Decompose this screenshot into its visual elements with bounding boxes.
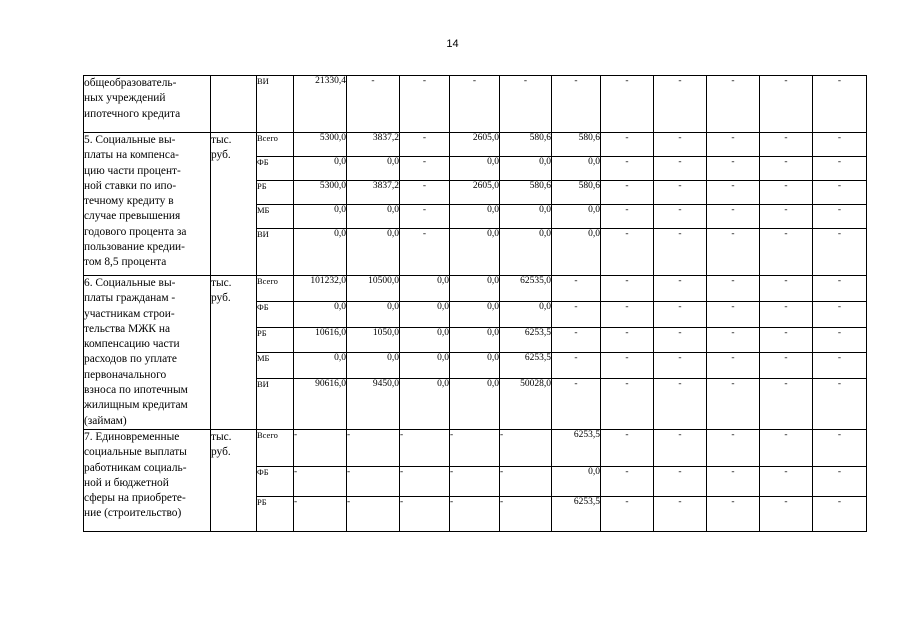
- value-cell: -: [400, 181, 450, 205]
- value-cell: -: [601, 379, 654, 430]
- value-cell: 0,0: [500, 157, 552, 181]
- value-cell: 0,0: [400, 301, 450, 327]
- value-cell: -: [347, 429, 400, 466]
- value-cell: 0,0: [450, 353, 500, 379]
- value-cell: 0,0: [450, 301, 500, 327]
- value-cell: -: [294, 496, 347, 531]
- funding-source: Всего: [257, 133, 294, 157]
- value-cell: 5300,0: [294, 181, 347, 205]
- value-cell: -: [450, 466, 500, 496]
- value-cell: 0,0: [500, 205, 552, 229]
- value-cell: -: [813, 429, 867, 466]
- table-row: [84, 429, 905, 466]
- value-cell: 10500,0: [347, 276, 400, 302]
- value-cell: -: [707, 327, 760, 353]
- value-cell: -: [601, 496, 654, 531]
- value-cell: -: [500, 496, 552, 531]
- unit-cell: тыс. руб.: [211, 429, 257, 531]
- value-cell: -: [601, 133, 654, 157]
- funding-source: ФБ: [257, 157, 294, 181]
- value-cell: -: [813, 229, 867, 276]
- value-cell: -: [707, 379, 760, 430]
- value-cell: 0,0: [347, 301, 400, 327]
- value-cell: -: [552, 379, 601, 430]
- value-cell: -: [400, 76, 450, 133]
- value-cell: 0,0: [450, 157, 500, 181]
- value-cell: -: [760, 76, 813, 133]
- value-cell: -: [760, 496, 813, 531]
- value-cell: -: [552, 276, 601, 302]
- value-cell: -: [400, 205, 450, 229]
- value-cell: -: [294, 429, 347, 466]
- measure-name: общеобразователь- ных учреждений ипотечного кредита: [84, 76, 211, 133]
- funding-source: МБ: [257, 353, 294, 379]
- value-cell: 6253,5: [500, 327, 552, 353]
- value-cell: 0,0: [450, 276, 500, 302]
- value-cell: -: [654, 276, 707, 302]
- value-cell: -: [294, 466, 347, 496]
- value-cell: -: [552, 76, 601, 133]
- funding-source: ФБ: [257, 301, 294, 327]
- value-cell: 0,0: [294, 205, 347, 229]
- value-cell: -: [601, 327, 654, 353]
- value-cell: -: [813, 205, 867, 229]
- value-cell: -: [760, 379, 813, 430]
- measure-name: 6. Социальные вы- платы гражданам - участникам строи- тельства МЖК на компенсацию части расходов по уплате первоначального взноса по ипотечным жилищным кредитам (займам): [84, 276, 211, 430]
- value-cell: 0,0: [450, 379, 500, 430]
- value-cell: -: [654, 429, 707, 466]
- value-cell: -: [601, 353, 654, 379]
- value-cell: -: [707, 429, 760, 466]
- funding-source: ВИ: [257, 379, 294, 430]
- value-cell: 50028,0: [500, 379, 552, 430]
- value-cell: -: [654, 181, 707, 205]
- value-cell: 10616,0: [294, 327, 347, 353]
- value-cell: 3837,2: [347, 181, 400, 205]
- value-cell: -: [813, 353, 867, 379]
- funding-source: РБ: [257, 327, 294, 353]
- value-cell: 580,6: [552, 133, 601, 157]
- value-cell: 0,0: [347, 229, 400, 276]
- value-cell: -: [707, 496, 760, 531]
- budget-table: [83, 75, 905, 532]
- table-row: [84, 76, 905, 133]
- value-cell: 0,0: [450, 205, 500, 229]
- value-cell: -: [707, 181, 760, 205]
- value-cell: 90616,0: [294, 379, 347, 430]
- value-cell: -: [552, 327, 601, 353]
- value-cell: -: [813, 379, 867, 430]
- value-cell: 2605,0: [450, 133, 500, 157]
- value-cell: 0,0: [400, 276, 450, 302]
- value-cell: -: [654, 76, 707, 133]
- value-cell: -: [760, 157, 813, 181]
- funding-source: ФБ: [257, 466, 294, 496]
- value-cell: 6253,5: [552, 429, 601, 466]
- value-cell: -: [601, 229, 654, 276]
- value-cell: 0,0: [294, 157, 347, 181]
- value-cell: 1050,0: [347, 327, 400, 353]
- value-cell: -: [760, 429, 813, 466]
- value-cell: 580,6: [500, 133, 552, 157]
- value-cell: -: [760, 327, 813, 353]
- value-cell: 2605,0: [450, 181, 500, 205]
- unit-cell: [211, 76, 257, 133]
- value-cell: 62535,0: [500, 276, 552, 302]
- value-cell: -: [707, 76, 760, 133]
- value-cell: -: [654, 157, 707, 181]
- value-cell: 0,0: [400, 327, 450, 353]
- value-cell: -: [400, 466, 450, 496]
- funding-source: МБ: [257, 205, 294, 229]
- value-cell: 0,0: [450, 229, 500, 276]
- value-cell: -: [400, 429, 450, 466]
- funding-source: РБ: [257, 496, 294, 531]
- value-cell: 580,6: [552, 181, 601, 205]
- value-cell: 0,0: [552, 205, 601, 229]
- value-cell: 9450,0: [347, 379, 400, 430]
- value-cell: -: [813, 276, 867, 302]
- value-cell: -: [760, 301, 813, 327]
- value-cell: 0,0: [552, 466, 601, 496]
- value-cell: -: [813, 76, 867, 133]
- unit-cell: тыс. руб.: [211, 276, 257, 430]
- value-cell: -: [707, 353, 760, 379]
- funding-source: ВИ: [257, 229, 294, 276]
- value-cell: -: [760, 181, 813, 205]
- value-cell: -: [601, 429, 654, 466]
- value-cell: -: [500, 429, 552, 466]
- value-cell: -: [707, 157, 760, 181]
- value-cell: -: [347, 76, 400, 133]
- value-cell: -: [654, 133, 707, 157]
- value-cell: 0,0: [552, 157, 601, 181]
- value-cell: 0,0: [552, 229, 601, 276]
- value-cell: -: [813, 157, 867, 181]
- value-cell: -: [601, 205, 654, 229]
- value-cell: -: [813, 181, 867, 205]
- value-cell: 0,0: [347, 205, 400, 229]
- value-cell: -: [601, 157, 654, 181]
- value-cell: -: [552, 353, 601, 379]
- value-cell: -: [654, 496, 707, 531]
- funding-source: Всего: [257, 276, 294, 302]
- value-cell: -: [654, 327, 707, 353]
- funding-source: РБ: [257, 181, 294, 205]
- value-cell: -: [450, 496, 500, 531]
- value-cell: -: [760, 276, 813, 302]
- value-cell: -: [347, 496, 400, 531]
- value-cell: 0,0: [400, 379, 450, 430]
- table-row: [84, 276, 905, 302]
- value-cell: -: [654, 466, 707, 496]
- funding-source: ВИ: [257, 76, 294, 133]
- unit-cell: тыс. руб.: [211, 133, 257, 276]
- value-cell: -: [813, 133, 867, 157]
- value-cell: -: [654, 301, 707, 327]
- measure-name: 7. Единовременные социальные выплаты работникам социаль- ной и бюджетной сферы на приобрете- ние (строительство): [84, 429, 211, 531]
- value-cell: 6253,5: [500, 353, 552, 379]
- value-cell: -: [707, 133, 760, 157]
- value-cell: -: [654, 229, 707, 276]
- value-cell: 580,6: [500, 181, 552, 205]
- value-cell: -: [347, 466, 400, 496]
- value-cell: -: [707, 229, 760, 276]
- value-cell: -: [601, 301, 654, 327]
- value-cell: -: [450, 429, 500, 466]
- value-cell: 0,0: [500, 229, 552, 276]
- value-cell: -: [450, 76, 500, 133]
- value-cell: -: [813, 327, 867, 353]
- value-cell: -: [601, 181, 654, 205]
- value-cell: -: [707, 276, 760, 302]
- value-cell: -: [707, 466, 760, 496]
- value-cell: 6253,5: [552, 496, 601, 531]
- value-cell: -: [813, 301, 867, 327]
- value-cell: -: [601, 466, 654, 496]
- value-cell: -: [813, 466, 867, 496]
- value-cell: -: [601, 276, 654, 302]
- value-cell: -: [760, 353, 813, 379]
- funding-source: Всего: [257, 429, 294, 466]
- value-cell: -: [654, 353, 707, 379]
- value-cell: -: [760, 229, 813, 276]
- value-cell: 0,0: [400, 353, 450, 379]
- value-cell: -: [760, 466, 813, 496]
- value-cell: -: [500, 466, 552, 496]
- value-cell: 101232,0: [294, 276, 347, 302]
- value-cell: 0,0: [294, 353, 347, 379]
- value-cell: -: [654, 379, 707, 430]
- value-cell: -: [707, 205, 760, 229]
- value-cell: -: [601, 76, 654, 133]
- value-cell: 21330,4: [294, 76, 347, 133]
- value-cell: 0,0: [294, 229, 347, 276]
- value-cell: 0,0: [500, 301, 552, 327]
- value-cell: -: [760, 205, 813, 229]
- table-row: [84, 133, 905, 157]
- value-cell: -: [707, 301, 760, 327]
- value-cell: 3837,2: [347, 133, 400, 157]
- value-cell: 0,0: [347, 353, 400, 379]
- value-cell: -: [400, 157, 450, 181]
- value-cell: 0,0: [347, 157, 400, 181]
- value-cell: -: [813, 496, 867, 531]
- page-number: 14: [446, 38, 459, 50]
- value-cell: -: [500, 76, 552, 133]
- value-cell: -: [400, 496, 450, 531]
- value-cell: 0,0: [294, 301, 347, 327]
- measure-name: 5. Социальные вы- платы на компенса- цию части процент- ной ставки по ипо- течному кредиту в случае превышения годового процента за пользование кредии- том 8,5 процента: [84, 133, 211, 276]
- value-cell: -: [400, 229, 450, 276]
- value-cell: -: [654, 205, 707, 229]
- value-cell: 0,0: [450, 327, 500, 353]
- value-cell: -: [400, 133, 450, 157]
- value-cell: 5300,0: [294, 133, 347, 157]
- value-cell: -: [552, 301, 601, 327]
- value-cell: -: [760, 133, 813, 157]
